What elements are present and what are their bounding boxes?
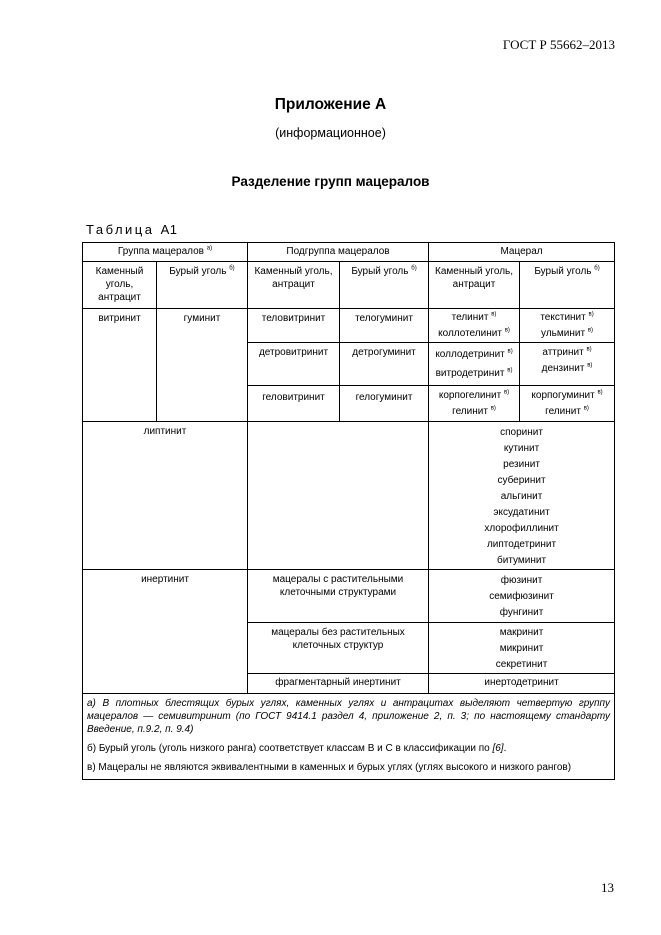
header-hard-coal: Каменный уголь, антрацит [83, 262, 157, 309]
subgroup-cell: гелогуминит [340, 386, 429, 422]
note-row [83, 758, 615, 780]
maceral-cell: макринит микринит секретинит [429, 623, 615, 674]
maceral-cell: коллодетринит $^{в)}$ витродетринит $^{в)}$ [429, 343, 520, 386]
section-title: Разделение групп мацералов [231, 174, 430, 189]
table-row [83, 422, 615, 570]
header-hard-coal: Каменный уголь, антрацит [248, 262, 340, 309]
table-caption-word: Таблица [86, 222, 155, 237]
group-inertinite: инертинит [83, 570, 248, 694]
header-group: Группа мацералов $^{а)}$ [83, 243, 248, 262]
header-brown-coal: Бурый уголь $^{б)}$ [340, 262, 429, 309]
note-row [83, 694, 615, 740]
note-b: б) Бурый уголь (уголь низкого ранга) соответствует классам В и С в классификации по [6]. [83, 739, 615, 758]
maceral-cell: инертодетринит [429, 674, 615, 694]
appendix-title: Приложение А [274, 96, 387, 113]
subgroup-cell: фрагментарный инертинит [248, 674, 429, 694]
maceral-list-liptinite: споринит кутинит резинит суберинит альгинит эксудатинит хлорофиллинит липтодетринит битуминит [429, 422, 615, 570]
subgroup-cell: геловитринит [248, 386, 340, 422]
note-v: в) Мацералы не являются эквивалентными в каменных и бурых углях (углях высокого и низкого рангов) [83, 758, 615, 780]
subgroup-cell: теловитринит [248, 309, 340, 343]
group-vitrinite: витринит [83, 309, 157, 422]
table-caption-number: А1 [160, 222, 178, 237]
table-row [83, 570, 615, 623]
document-code: ГОСТ Р 55662–2013 [502, 37, 615, 52]
maceral-cell: фюзинит семифюзинит фунгинит [429, 570, 615, 623]
header-brown-coal: Бурый уголь $^{б)}$ [157, 262, 248, 309]
header-row-1 [83, 243, 615, 262]
subgroup-cell: телогуминит [340, 309, 429, 343]
header-maceral: Мацерал [429, 243, 615, 262]
header-subgroup: Подгруппа мацералов [248, 243, 429, 262]
subgroup-empty-cell [248, 422, 429, 570]
header-row-2 [83, 262, 615, 309]
subgroup-cell: детрогуминит [340, 343, 429, 386]
group-liptinite: липтинит [83, 422, 248, 570]
table-caption [86, 222, 178, 237]
subgroup-cell: детровитринит [248, 343, 340, 386]
maceral-cell: телинит $^{в)}$ коллотелинит $^{в)}$ [429, 309, 520, 343]
page-number: 13 [601, 880, 614, 895]
macerals-table [82, 242, 615, 780]
maceral-cell: аттринит $^{в)}$ дензинит $^{в)}$ [520, 343, 615, 386]
header-hard-coal: Каменный уголь, антрацит [429, 262, 520, 309]
note-a: а) В плотных блестящих бурых углях, каменных углях и антрацитах выделяют четвертую группу мацералов — семивитринит (по ГОСТ 9414.1 раздел 4, приложение 2, п. 3; по настоящему стандарту Введение, п.9.2, п. 9.4) [83, 694, 615, 740]
table-row [83, 309, 615, 343]
note-row [83, 739, 615, 758]
group-huminite: гуминит [157, 309, 248, 422]
maceral-cell: текстинит $^{в)}$ ульминит $^{в)}$ [520, 309, 615, 343]
subgroup-cell: мацералы без растительных клеточных структур [248, 623, 429, 674]
appendix-subtitle: (информационное) [275, 126, 386, 140]
header-brown-coal: Бурый уголь $^{б)}$ [520, 262, 615, 309]
subgroup-cell: мацералы с растительными клеточными структурами [248, 570, 429, 623]
maceral-cell: корпогелинит $^{в)}$ гелинит $^{в)}$ [429, 386, 520, 422]
maceral-cell: корпогуминит $^{в)}$ гелинит $^{в)}$ [520, 386, 615, 422]
